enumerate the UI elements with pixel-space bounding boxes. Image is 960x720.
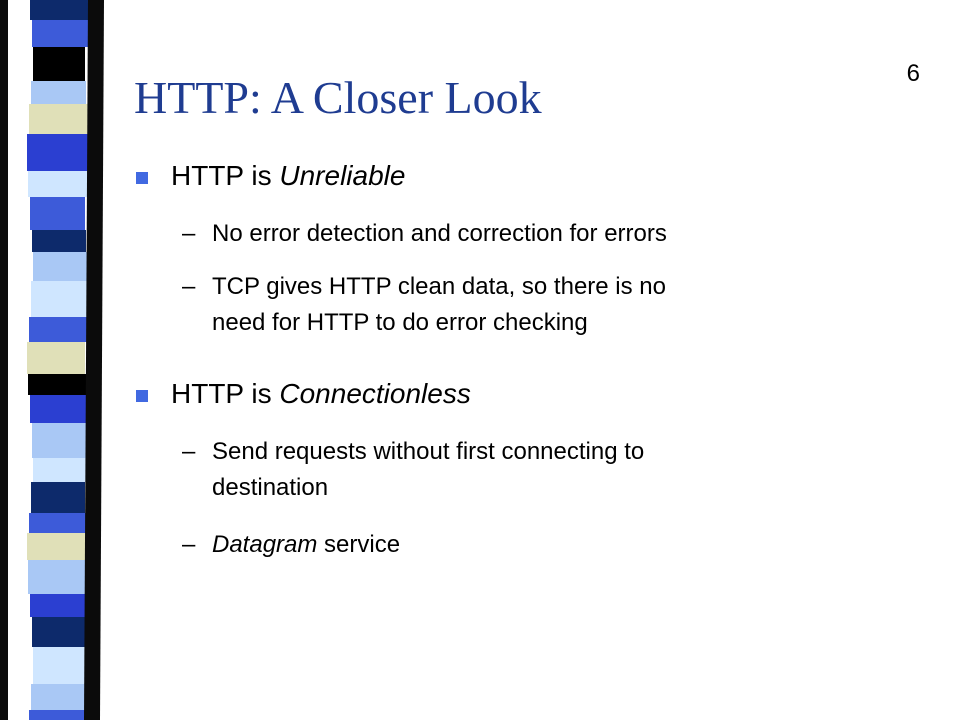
- bullet-prefix: HTTP is: [171, 160, 280, 191]
- strip-block: [30, 197, 85, 230]
- strip-block: [31, 482, 85, 513]
- strip-block: [27, 134, 91, 171]
- slide-title: HTTP: A Closer Look: [134, 72, 542, 123]
- strip-block: [31, 281, 91, 317]
- strip-block: [33, 458, 87, 482]
- bullet-square-icon: [136, 390, 148, 402]
- sub-bullet-text-line2: destination: [212, 474, 329, 501]
- slide-number: 6: [906, 60, 920, 87]
- strip-block: [33, 47, 85, 81]
- strip-block: [27, 533, 91, 560]
- strip-block: [31, 81, 86, 104]
- strip-block: [33, 252, 90, 281]
- sub-bullet-text-line1: TCP gives HTTP clean data, so there is no: [212, 273, 666, 300]
- bullet-prefix: HTTP is: [171, 378, 280, 409]
- strip-block: [27, 342, 85, 374]
- bullet-emphasis: Connectionless: [279, 378, 471, 409]
- strip-block: [29, 710, 89, 720]
- bullet-http-unreliable: [171, 159, 405, 193]
- strip-block: [29, 513, 88, 533]
- sub-bullet-text: No error detection and correction for errors: [212, 220, 667, 247]
- bullet-square-icon: [136, 172, 148, 184]
- strip-block: [28, 560, 90, 594]
- sub-bullet-dash: –: [182, 438, 196, 465]
- sub-bullet-datagram: [212, 530, 400, 560]
- strip-block: [32, 20, 89, 47]
- strip-block: [30, 0, 91, 20]
- strip-block: [33, 647, 88, 684]
- strip-block: [29, 104, 89, 134]
- sub-bullet-emphasis: Datagram: [212, 531, 318, 558]
- sub-bullet-dash: –: [182, 531, 196, 558]
- sub-bullet-dash: –: [182, 273, 196, 300]
- bullet-emphasis: Unreliable: [279, 160, 406, 191]
- strip-block: [29, 317, 88, 342]
- sub-bullet-text-line2: need for HTTP to do error checking: [212, 309, 588, 336]
- strip-block: [28, 171, 88, 197]
- bullet-http-connectionless: [171, 377, 471, 411]
- sub-bullet-rest: service: [317, 531, 401, 558]
- strip-block: [28, 374, 87, 395]
- decorative-left-strip: [0, 0, 110, 720]
- strip-block: [32, 230, 86, 252]
- sub-bullet-text-line1: Send requests without first connecting to: [212, 438, 645, 465]
- strip-block: [32, 617, 85, 647]
- strip-block: [30, 395, 90, 423]
- strip-block: [31, 684, 91, 710]
- sub-bullet-dash: –: [182, 220, 196, 247]
- strip-block: [32, 423, 90, 458]
- strip-block: [30, 594, 86, 617]
